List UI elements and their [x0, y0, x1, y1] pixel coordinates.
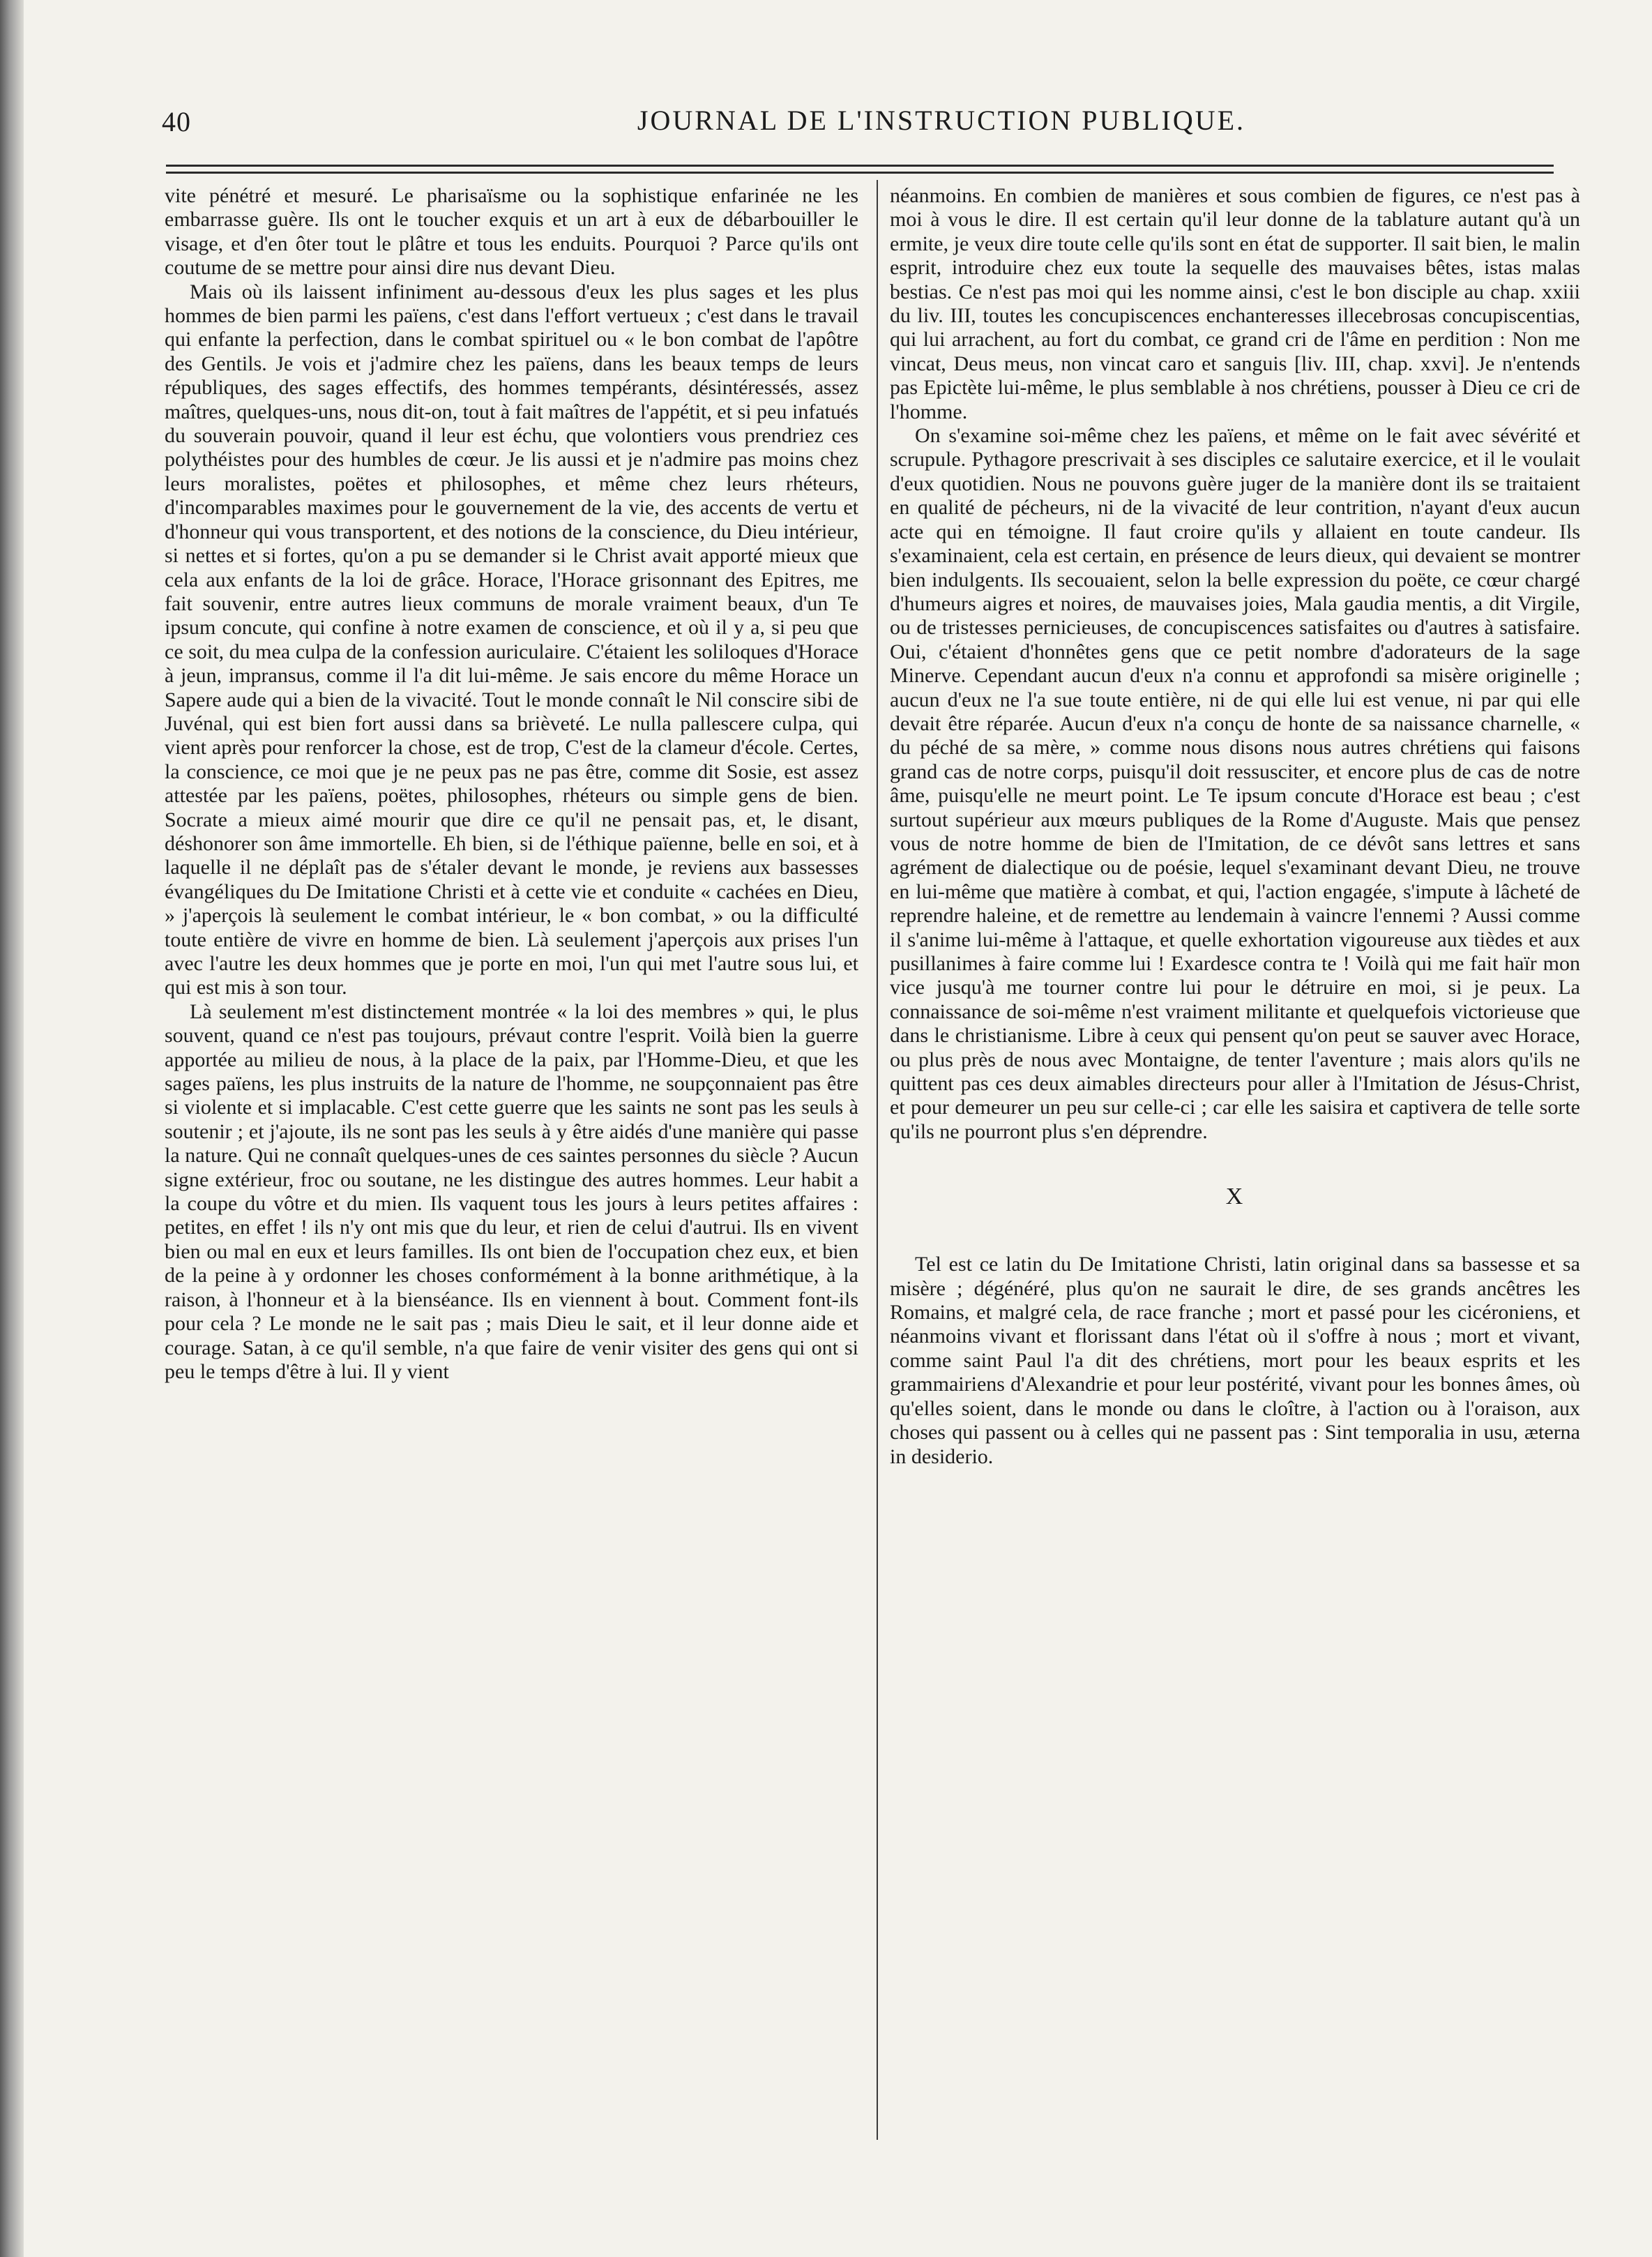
- right-column: [890, 184, 1580, 1469]
- right-paragraph-3: Tel est ce latin du De Imitatione Christi, latin original dans sa bassesse et sa misère ; dégénéré, plus qu'on ne saurait le dire, de ses grands ancêtres les Romains, et malgré cela, de race franche ; mort et passé pour les cicéroniens, et néanmoins vivant et florissant dans l'état où il s'offre à nous ; mort et vivant, comme saint Paul l'a dit des chrétiens, mort pour les beaux esprits et les grammairiens d'Alexandrie et pour leur postérité, vivant pour les bonnes âmes, où qu'elles soient, dans le monde ou dans le cloître, à l'action ou à l'oraison, aux choses qui passent ou à celles qui ne passent pas : Sint temporalia in usu, æterna in desiderio.: [890, 1253, 1580, 1468]
- scan-gutter-shadow: [0, 0, 24, 2257]
- right-paragraph-2: On s'examine soi-même chez les païens, et même on le fait avec sévérité et scrupule. Pythagore prescrivait à ses disciples ce salutaire exercice, et il le voulait d'eux quotidien. Nous ne pouvons guère juger de la manière dont ils se traitaient en qualité de pécheurs, ni de la vivacité de leur contrition, n'ayant d'eux aucun acte qui en témoigne. Il faut croire qu'ils y allaient en toute candeur. Ils s'examinaient, cela est certain, en présence de leurs dieux, qui devaient se montrer bien indulgents. Ils secouaient, selon la belle expression du poëte, ce cœur chargé d'humeurs aigres et noires, de mauvaises joies, Mala gaudia mentis, a dit Virgile, ou de tristesses pernicieuses, de concupiscences satisfaites ou d'autres à satisfaire. Oui, c'étaient d'honnêtes gens que ce petit nombre d'adorateurs de la sage Minerve. Cependant aucun d'eux n'a connu et approfondi sa misère originelle ; aucun d'eux ne l'a sue toute entière, ni de qui elle lui est venue, ni par qui elle devait être réparée. Aucun d'eux n'a conçu de honte de sa naissance charnelle, « du péché de sa mère, » comme nous disons nous autres chrétiens qui faisons grand cas de notre corps, puisqu'il doit ressusciter, et encore plus de cas de notre âme, puisqu'elle ne meurt point. Le Te ipsum concute d'Horace est beau ; c'est surtout supérieur aux mœurs publiques de la Rome d'Auguste. Mais que pensez vous de notre homme de bien de l'Imitation, de ce dévôt sans lettres et sans agrément de dialectique ou de poésie, lequel s'examinant devant Dieu, ne trouve en lui-même que matière à combat, et qui, l'action engagée, s'impute à lâcheté de reprendre haleine, et de remettre au lendemain à vaincre l'ennemi ? Aussi comme il s'anime lui-même à l'attaque, et quelle exhortation vigoureuse aux tièdes et aux pusillanimes à faire comme lui ! Exardesce contra te ! Voilà qui me fait haïr mon vice jusqu'à me tourner contre lui pour le détruire en moi, si je peux. La connaissance de soi-même n'est vraiment militante et quelquefois victorieuse que dans le christianisme. Libre à ceux qui pensent qu'on peut se sauver avec Horace, ou plus près de nous avec Montaigne, de tenter l'aventure ; mais alors qu'ils ne quittent pas ces deux aimables directeurs pour aller à l'Imitation de Jésus-Christ, et pour demeurer un peu sur celle-ci ; car elle les saisira et captivera de telle sorte qu'ils ne pourront plus s'en déprendre.: [890, 424, 1580, 1143]
- left-paragraph-3: Là seulement m'est distinctement montrée « la loi des membres » qui, le plus souvent, quand ce n'est pas toujours, prévaut contre l'esprit. Voilà bien la guerre apportée au milieu de nous, à la place de la paix, par l'Homme-Dieu, et que les sages païens, les plus instruits de la nature de l'homme, ne soupçonnaient pas être si violente et si implacable. C'est cette guerre que les saints ne sont pas les seuls à soutenir ; et j'ajoute, ils ne sont pas les seuls à y être aidés d'une manière qui passe la nature. Qui ne connaît quelques-unes de ces saintes personnes du siècle ? Aucun signe extérieur, froc ou soutane, ne les distingue des autres hommes. Leur habit a la coupe du vôtre et du mien. Ils vaquent tous les jours à leurs petites affaires : petites, en effet ! ils n'y ont mis que du leur, et rien de celui d'autrui. Ils en vivent bien ou mal en eux et leurs familles. Ils ont bien de l'occupation chez eux, et bien de la peine à y ordonner les choses conformément à la bonne arithmétique, à la raison, à l'honneur et à la bienséance. Ils en viennent à bout. Comment font-ils pour cela ? Le monde ne le sait pas ; mais Dieu le sait, et il leur donne aide et courage. Satan, à ce qu'il semble, n'a que faire de venir visiter des gens qui ont si peu le temps d'être à lui. Il y vient: [165, 999, 858, 1383]
- column-divider: [877, 180, 878, 2140]
- page-number: 40: [162, 106, 191, 137]
- left-column: [165, 184, 858, 1384]
- header-rule-top: [166, 165, 1554, 167]
- header-rule-bottom: [166, 172, 1554, 174]
- section-heading: X: [1225, 1184, 1245, 1210]
- running-title: JOURNAL DE L'INSTRUCTION PUBLIQUE.: [637, 105, 1246, 136]
- left-paragraph-1: vite pénétré et mesuré. Le pharisaïsme ou la sophistique enfarinée ne les embarrasse guère. Ils ont le toucher exquis et un art à eux de débarbouiller le visage, et d'en ôter tout le plâtre et tous les enduits. Pourquoi ? Parce qu'ils ont coutume de se mettre pour ainsi dire nus devant Dieu.: [165, 184, 858, 280]
- right-paragraph-1: néanmoins. En combien de manières et sous combien de figures, ce n'est pas à moi à vous le dire. Il est certain qu'il leur donne de la tablature autant qu'à un ermite, je veux dire toute celle qu'ils sont en état de supporter. Il sait bien, le malin esprit, introduire chez eux toute la sequelle des mauvaises bêtes, istas malas bestias. Ce n'est pas moi qui les nomme ainsi, c'est le bon disciple au chap. xxiii du liv. III, toutes les concupiscences enchanteresses illecebrosas concupiscentias, qui lui arrachent, au fort du combat, ce grand cri de l'âme en perdition : Non me vincat, Deus meus, non vincat caro et sanguis [liv. III, chap. xxvi]. Je n'entends pas Epictète lui-même, le plus semblable à nos chrétiens, pousser à Dieu ce cri de l'homme.: [890, 184, 1580, 423]
- left-paragraph-2: Mais où ils laissent infiniment au-dessous d'eux les plus sages et les plus hommes de bien parmi les païens, c'est dans l'effort vertueux ; c'est dans le travail qui enfante la perfection, dans le combat spirituel ou « le bon combat de l'apôtre des Gentils. Je vois et j'admire chez les païens, dans les beaux temps de leurs républiques, des sages effectifs, des hommes tempérants, désintéressés, assez maîtres, quelques-uns, nous dit-on, tout à fait maîtres de l'appétit, et si peu infatués du souverain pouvoir, quand il leur est échu, que volontiers vous prendriez ces polythéistes pour des humbles de cœur. Je lis aussi et je n'admire pas moins chez leurs moralistes, poëtes et philosophes, et même chez leurs rhéteurs, d'incomparables maximes pour le gouvernement de la vie, des accents de vertu et d'honneur qui vous transportent, et des notions de la conscience, du Dieu intérieur, si nettes et si fortes, qu'on a pu se demander si le Christ avait apporté mieux que cela aux enfants de la loi de grâce. Horace, l'Horace grisonnant des Epitres, me fait souvenir, entre autres lieux communs de morale vraiment beaux, d'un Te ipsum concute, qui confine à notre examen de conscience, et où il y a, si peu que ce soit, du mea culpa de la confession auriculaire. C'étaient les soliloques d'Horace à jeun, impransus, comme il l'a dit lui-même. Je sais encore du même Horace un Sapere aude qui a bien de la vivacité. Tout le monde connaît le Nil conscire sibi de Juvénal, qui est bien fort aussi dans sa brièveté. Le nulla pallescere culpa, qui vient après pour renforcer la chose, est de trop, C'est de la clameur d'école. Certes, la conscience, ce moi que je ne peux pas ne pas être, comme dit Sosie, est assez attestée par les païens, poëtes, philosophes, rhéteurs ou simple gens de bien. Socrate a mieux aimé mourir que dire ce qu'il ne pensait pas, et, le disant, déshonorer son âme immortelle. Eh bien, si de l'éthique païenne, belle en soi, et à laquelle il ne déplaît pas de s'étaler devant le monde, je reviens aux bassesses évangéliques du De Imitatione Christi et à cette vie et conduite « cachées en Dieu, » j'aperçois là seulement le combat intérieur, le « bon combat, » ou la difficulté toute entière de vivre en homme de bien. Là seulement j'aperçois aux prises l'un avec l'autre les deux hommes que je porte en moi, l'un qui met l'autre sous lui, et qui est mis à son tour.: [165, 280, 858, 999]
